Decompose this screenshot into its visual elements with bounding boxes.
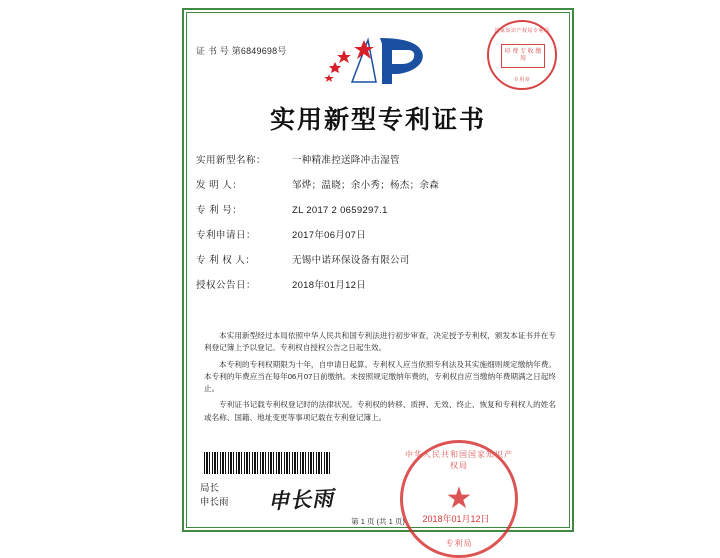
field-value: 2017年06月07日 [292, 230, 367, 241]
body-paragraph-3: 专利证书记载专利权登记时的法律状况。专利权的转移、质押、无效、终止、恢复和专利权人的姓名或名称、国籍、地址变更等事项记载在专利登记簿上。 [204, 400, 556, 422]
field-value: ZL 2017 2 0659297.1 [292, 205, 388, 216]
fee-seal-center-text: 印 费 专 收 缴 用 [501, 44, 545, 68]
field-row-application-date [196, 227, 560, 241]
field-row-patent-number [196, 202, 560, 216]
director-label: 局长 [200, 483, 220, 494]
national-seal-arc-bottom: 专利局 [445, 539, 473, 548]
director-name: 申长雨 [200, 496, 229, 508]
star-icon: ★ [445, 482, 473, 515]
certificate-fields [196, 152, 560, 302]
director-title-block [200, 482, 229, 510]
field-label: 专利申请日： [196, 230, 257, 241]
field-label: 实用新型名称： [196, 155, 267, 166]
field-label: 授权公告日： [196, 280, 257, 291]
page-title: 实用新型专利证书 [269, 105, 486, 134]
fee-seal-ring-bottom: 专用章 [513, 77, 531, 83]
fee-seal-icon [487, 20, 557, 90]
field-row-inventors [196, 177, 560, 191]
field-row-utility-model-name [196, 152, 560, 166]
field-value: 2018年01月12日 [292, 280, 367, 291]
director-signature: 申长雨 [267, 485, 335, 514]
field-value: 邹烨；温晓；余小秀；杨杰；余森 [292, 180, 440, 191]
national-seal-date: 2018年01月12日 [422, 514, 490, 524]
field-value: 一种精准控送降冲击湿管 [292, 155, 400, 166]
page-footer: 第 1 页 (共 1 页) [351, 517, 405, 526]
certificate-body-text [204, 330, 556, 428]
field-value: 无锡中诺环保设备有限公司 [292, 255, 410, 266]
fee-seal-ring-top: 国家知识产权局专利局 [494, 28, 550, 34]
body-paragraph-1: 本实用新型经过本局依照中华人民共和国专利法进行初步审查，决定授予专利权，颁发本证书并在专利登记簿上予以登记。专利权自授权公告之日起生效。 [204, 331, 556, 353]
field-label: 发 明 人： [196, 180, 243, 191]
barcode [204, 452, 330, 474]
national-patent-office-seal-icon [400, 440, 518, 558]
field-label: 专 利 号： [196, 205, 243, 216]
field-label: 专 利 权 人： [196, 255, 256, 266]
field-row-patentee [196, 252, 560, 266]
certificate-number: 证 书 号 第6849698号 [196, 46, 287, 56]
body-paragraph-2: 本专利的专利权期限为十年，自申请日起算。专利权人应当依照专利法及其实施细则规定缴纳年费。本专利的年费应当在每年06月07日前缴纳。未按照规定缴纳年费的，专利权自应当缴纳年费期满之日起终止。 [204, 359, 556, 394]
field-row-grant-date [196, 277, 560, 291]
national-seal-arc-top: 中华人民共和国国家知识产权局 [405, 450, 513, 470]
patent-office-logo-icon [318, 32, 438, 90]
